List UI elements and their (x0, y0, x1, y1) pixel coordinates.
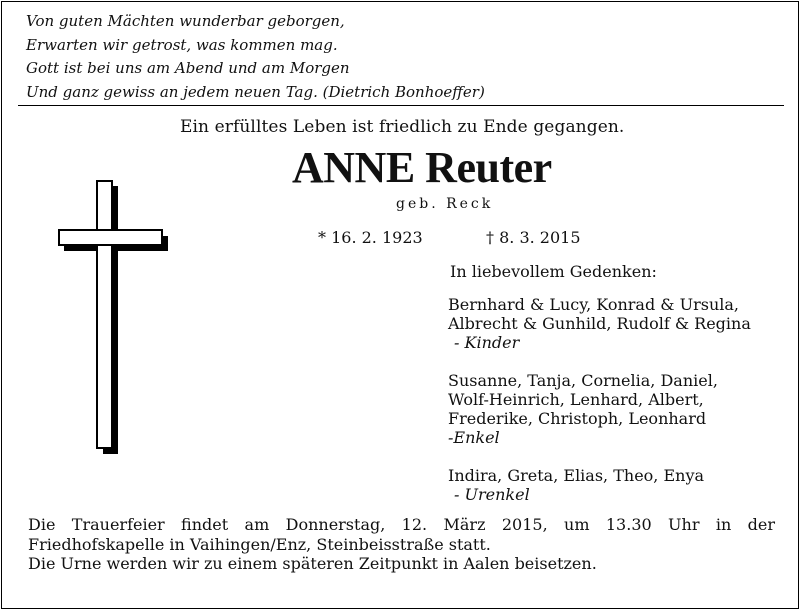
ceremony-line: Die Trauerfeier findet am Donnerstag, 12. März 2015, um 13.30 Uhr in der (28, 515, 775, 534)
mourners-heading: In liebevollem Gedenken: (450, 262, 657, 281)
relation-label: - Urenkel (454, 485, 530, 504)
mourner-line: Frederike, Christoph, Leonhard (448, 409, 707, 428)
great-grandchildren-group (448, 466, 751, 504)
maiden-name: geb. Reck (396, 196, 494, 212)
poem-line: Und ganz gewiss an jedem neuen Tag. (Dietrich Bonhoeffer) (26, 82, 485, 101)
divider (18, 105, 784, 106)
cross-icon (58, 180, 176, 455)
poem-line: Erwarten wir getrost, was kommen mag. (26, 35, 338, 54)
mourner-line: Wolf-Heinrich, Lenhard, Albert, (448, 390, 704, 409)
children-group (448, 295, 751, 352)
poem-quote (26, 10, 485, 104)
mourner-line: Indira, Greta, Elias, Theo, Enya (448, 466, 705, 485)
relation-label: - Kinder (454, 333, 520, 352)
ceremony-info (28, 515, 775, 574)
ceremony-line: Friedhofskapelle in Vaihingen/Enz, Steinbeisstraße statt. (28, 534, 491, 554)
mourner-line: Bernhard & Lucy, Konrad & Ursula, (448, 295, 739, 314)
mourner-line: Susanne, Tanja, Cornelia, Daniel, (448, 371, 718, 390)
intro-text: Ein erfülltes Leben ist friedlich zu Ende gegangen. (180, 117, 625, 137)
mourners-list (448, 262, 751, 523)
birth-date: * 16. 2. 1923 (318, 228, 423, 247)
poem-line: Von guten Mächten wunderbar geborgen, (26, 12, 345, 30)
death-date: † 8. 3. 2015 (486, 228, 581, 247)
deceased-name: ANNE Reuter (292, 143, 552, 192)
ceremony-line: Die Urne werden wir zu einem späteren Zeitpunkt in Aalen beisetzen. (28, 554, 597, 573)
relation-label: -Enkel (448, 428, 500, 447)
mourner-line: Albrecht & Gunhild, Rudolf & Regina (448, 314, 751, 333)
poem-line: Gott ist bei uns am Abend und am Morgen (26, 59, 350, 77)
grandchildren-group (448, 371, 751, 447)
